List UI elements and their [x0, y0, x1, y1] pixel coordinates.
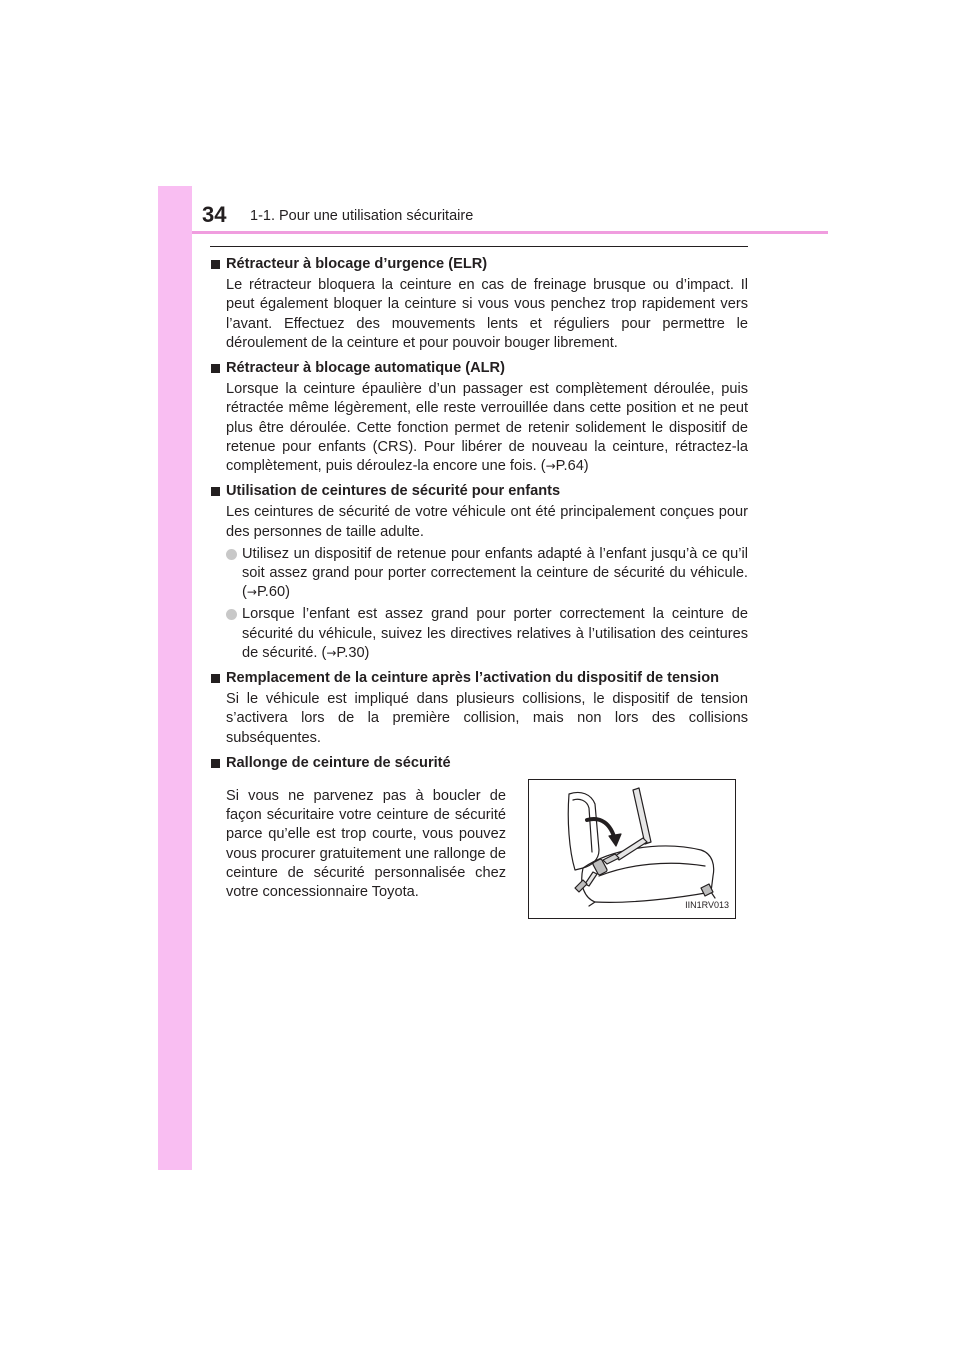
square-bullet-icon: [211, 260, 220, 269]
heading-alr-text: Rétracteur à blocage automatique (ALR): [226, 360, 505, 377]
seat-belt-extender-illustration: [528, 779, 736, 919]
page-reference-link[interactable]: P.60): [256, 584, 290, 601]
extender-block: [226, 777, 748, 919]
paragraph-extender: Si vous ne parvenez pas à boucler de façon sécuritaire votre ceinture de sécurité parce qu’elle est trop courte, vous pouvez vous procurer gratuitement une rallonge de ceinture de sécurité personnalisée chez votre concessionnaire Toyota.: [226, 788, 506, 901]
square-bullet-icon: [211, 364, 220, 373]
circle-bullet-icon: [226, 609, 237, 620]
header-rule: [192, 231, 828, 234]
paragraph-children: Les ceintures de sécurité de votre véhicule ont été principalement conçues pour des personnes de taille adulte.: [226, 504, 748, 540]
paragraph-alr-text: Lorsque la ceinture épaulière d’un passager est complètement déroulée, puis rétractée même légèrement, elle reste verrouillée dans cette position et ne peut plus être déroulée. Cette fonction permet de retenir solidement le dispositif de retenue pour enfants (CRS). Pour libérer de nouveau la ceinture, rétractez-la complètement, puis déroulez-la encore une fois. (: [226, 381, 748, 475]
paragraph-alr: [226, 380, 748, 476]
square-bullet-icon: [211, 674, 220, 683]
page-number: 34: [202, 202, 227, 227]
side-color-band: [158, 186, 192, 1170]
arrow-right-icon: →: [326, 645, 337, 660]
arrow-right-icon: →: [246, 585, 257, 600]
heading-elr: [210, 255, 748, 274]
heading-pretensioner-text: Remplacement de la ceinture après l’activation du dispositif de tension: [226, 670, 720, 687]
bullet-item-belt: [226, 605, 748, 663]
heading-extender: [210, 754, 748, 773]
bullet-item-crs: [226, 545, 748, 603]
heading-children: [210, 482, 748, 501]
heading-extender-text: Rallonge de ceinture de sécurité: [226, 754, 451, 771]
heading-alr: [210, 359, 748, 378]
page-content: [210, 255, 748, 919]
heading-children-text: Utilisation de ceintures de sécurité pour enfants: [226, 483, 561, 500]
square-bullet-icon: [211, 487, 220, 496]
arrow-right-icon: →: [545, 459, 556, 474]
square-bullet-icon: [211, 759, 220, 768]
content-rule: [210, 246, 748, 247]
bullet-item-belt-text: Lorsque l’enfant est assez grand pour porter correctement la ceinture de sécurité du véhicule, suivez les directives relatives à l’utilisation des ceintures de sécurité. (: [242, 606, 748, 661]
paragraph-elr: Le rétracteur bloquera la ceinture en cas de freinage brusque ou d’impact. Il peut également bloquer la ceinture si vous vous penchez trop rapidement vers l’avant. Effectuez des mouvements lents et réguliers pour permettre le déroulement de la ceinture et pour pouvoir bouger librement.: [226, 277, 748, 351]
figure-code: IIN1RV013: [685, 899, 729, 910]
circle-bullet-icon: [226, 549, 237, 560]
bullet-item-crs-text: Utilisez un dispositif de retenue pour enfants adapté à l’enfant jusqu’à ce qu’il soit assez grand pour porter correctement la ceinture de sécurité du véhicule. (: [242, 545, 748, 601]
page-reference-link[interactable]: P.64): [555, 458, 589, 475]
section-title: 1-1. Pour une utilisation sécuritaire: [250, 208, 474, 224]
paragraph-pretensioner: Si le véhicule est impliqué dans plusieurs collisions, le dispositif de tension s’activera lors de la première collision, mais non lors des collisions subséquentes.: [226, 691, 748, 746]
page-reference-link[interactable]: P.30): [336, 644, 370, 661]
heading-elr-text: Rétracteur à blocage d’urgence (ELR): [226, 256, 488, 272]
heading-pretensioner: [210, 669, 748, 688]
